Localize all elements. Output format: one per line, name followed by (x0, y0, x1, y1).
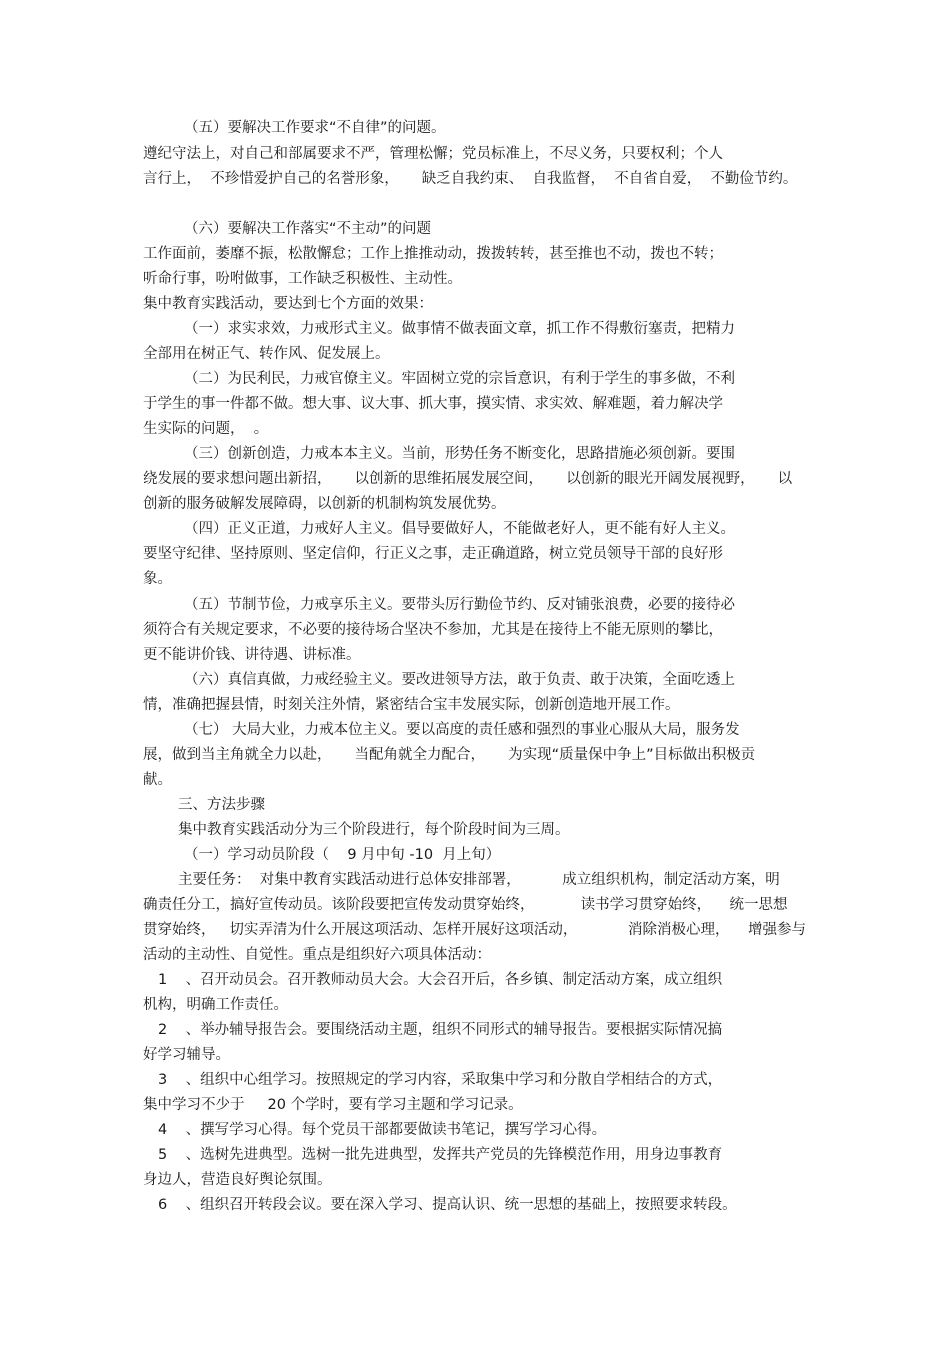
text-line: （六）要解决工作落实“不主动”的问题 (184, 221, 432, 237)
text-line: 言行上， 不珍惜爱护自己的名誉形象， 缺乏自我约束、 自我监督， 不自省自爱， 不勤俭节约。 (143, 171, 798, 187)
list-item: 5 、选树先进典型。选树一批先进典型，发挥共产党员的先锋模范作用，用身边事教育 (158, 1147, 723, 1163)
text-line: 要坚守纪律、坚持原则、坚定信仰，行正义之事，走正确道路，树立党员领导干部的良好形 (143, 546, 723, 562)
text-line: 主要任务： 对集中教育实践活动进行总体安排部署， 成立组织机构，制定活动方案，明 (178, 872, 780, 888)
list-item: 3 、组织中心组学习。按照规定的学习内容，采取集中学习和分散自学相结合的方式， (158, 1072, 723, 1088)
text-line: （六）真信真做，力戒经验主义。要改进领导方法，敢于负责、敢于决策，全面吃透上 (184, 672, 735, 688)
text-line: 象。 (143, 571, 172, 587)
text-line: 贯穿始终， 切实弄清为什么开展这项活动、怎样开展好这项活动， 消除消极心理， 增强参与 (143, 922, 806, 938)
list-item: 1 、召开动员会。召开教师动员大会。大会召开后，各乡镇、制定活动方案，成立组织 (158, 972, 723, 988)
text-line: 好学习辅导。 (143, 1047, 230, 1063)
text-line: 机构，明确工作责任。 (143, 997, 288, 1013)
text-line: （二）为民利民，力戒官僚主义。牢固树立党的宗旨意识，有利于学生的事多做，不利 (184, 371, 735, 387)
text-line: 集中学习不少于 20 个学时，要有学习主题和学习记录。 (143, 1097, 523, 1113)
text-line: 活动的主动性、自觉性。重点是组织好六项具体活动： (143, 947, 491, 963)
text-line: 绕发展的要求想问题出新招， 以创新的思维拓展发展空间， 以创新的眼光开阔发展视野， 以 (143, 471, 793, 487)
text-line: （五）要解决工作要求“不自律”的问题。 (184, 120, 446, 136)
text-line: （五）节制节俭，力戒享乐主义。要带头厉行勤俭节约、反对铺张浪费，必要的接待必 (184, 597, 735, 613)
text-line: 确责任分工，搞好宣传动员。该阶段要把宣传发动贯穿始终， 读书学习贯穿始终， 统一思想 (143, 897, 788, 913)
text-line: 生实际的问题， 。 (143, 421, 269, 437)
text-line: 情，准确把握县情，时刻关注外情，紧密结合宝丰发展实际，创新创造地开展工作。 (143, 697, 680, 713)
text-line: 创新的服务破解发展障碍，以创新的机制构筑发展优势。 (143, 496, 506, 512)
text-line: 遵纪守法上，对自己和部属要求不严，管理松懈；党员标准上，不尽义务，只要权利；个人 (143, 146, 723, 162)
text-line: （一）学习动员阶段（ 9 月中旬 -10 月上旬） (184, 847, 501, 863)
text-line: （四）正义正道，力戒好人主义。倡导要做好人，不能做老好人，更不能有好人主义。 (184, 521, 735, 537)
text-line: 工作面前，萎靡不振，松散懈怠；工作上推推动动，拨拨转转，甚至推也不动，拨也不转； (143, 246, 723, 262)
text-line: 集中教育实践活动，要达到七个方面的效果： (143, 296, 433, 312)
text-line: （七） 大局大业，力戒本位主义。要以高度的责任感和强烈的事业心服从大局，服务发 (184, 722, 740, 738)
text-line: 身边人，营造良好舆论氛围。 (143, 1172, 332, 1188)
list-item: 4 、撰写学习心得。每个党员干部都要做读书笔记，撰写学习心得。 (158, 1122, 607, 1138)
text-line: （一）求实求效，力戒形式主义。做事情不做表面文章，抓工作不得敷衍塞责，把精力 (184, 321, 735, 337)
text-line: 全部用在树正气、转作风、促发展上。 (143, 346, 390, 362)
list-item: 2 、举办辅导报告会。要围绕活动主题，组织不同形式的辅导报告。要根据实际情况搞 (158, 1022, 723, 1038)
text-line: 须符合有关规定要求，不必要的接待场合坚决不参加，尤其是在接待上不能无原则的攀比， (143, 622, 723, 638)
text-line: 更不能讲价钱、讲待遇、讲标准。 (143, 647, 361, 663)
list-item: 6 、组织召开转段会议。要在深入学习、提高认识、统一思想的基础上，按照要求转段。 (158, 1197, 737, 1213)
text-line: （三）创新创造，力戒本本主义。当前，形势任务不断变化，思路措施必须创新。要围 (184, 446, 735, 462)
text-line: 听命行事，吩咐做事，工作缺乏积极性、主动性。 (143, 271, 462, 287)
text-line: 献。 (143, 772, 172, 788)
text-line: 于学生的事一件都不做。想大事、议大事、抓大事，摸实情、求实效、解难题，着力解决学 (143, 396, 723, 412)
section-heading: 三、方法步骤 (178, 797, 265, 813)
text-line: 集中教育实践活动分为三个阶段进行，每个阶段时间为三周。 (178, 822, 570, 838)
text-line: 展，做到当主角就全力以赴， 当配角就全力配合， 为实现“质量保中争上”目标做出积极贡 (143, 747, 756, 763)
